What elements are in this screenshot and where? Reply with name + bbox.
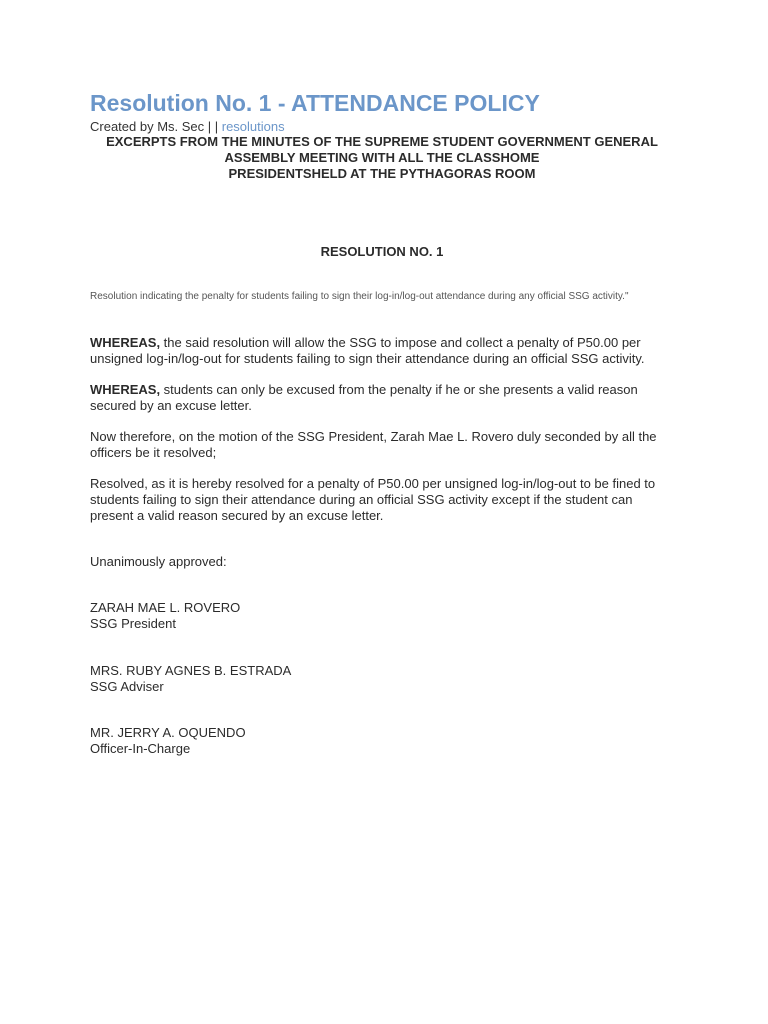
approval-text: Unanimously approved:	[90, 554, 227, 569]
whereas-text: students can only be excused from the penalty if he or she presents a valid reason secured by an excuse letter.	[90, 382, 638, 413]
whereas-paragraph-1	[90, 335, 674, 367]
signatory-role: SSG Adviser	[90, 679, 164, 694]
excerpt-heading	[90, 134, 674, 182]
whereas-label: WHEREAS,	[90, 335, 161, 350]
resolution-heading: RESOLUTION NO. 1	[320, 244, 444, 259]
post-meta	[90, 119, 285, 134]
page-title: Resolution No. 1 - ATTENDANCE POLICY	[90, 90, 540, 116]
excerpt-line: ASSEMBLY MEETING WITH ALL THE CLASSHOME	[224, 150, 540, 165]
signatory-role: Officer-In-Charge	[90, 741, 191, 756]
signatory-name: MRS. RUBY AGNES B. ESTRADA	[90, 663, 292, 678]
resolution-subtitle: Resolution indicating the penalty for students failing to sign their log-in/log-out attendance during any official SSG activity."	[90, 291, 629, 302]
whereas-paragraph-2	[90, 382, 674, 414]
whereas-text: the said resolution will allow the SSG to impose and collect a penalty of P50.00 per unsigned log-in/log-out for students failing to sign their attendance during an official SSG activity.	[90, 335, 645, 366]
now-therefore-paragraph: Now therefore, on the motion of the SSG President, Zarah Mae L. Rovero duly seconded by all the officers be it resolved;	[90, 429, 657, 460]
resolved-paragraph: Resolved, as it is hereby resolved for a penalty of P50.00 per unsigned log-in/log-out to be fined to students failing to sign their attendance during an official SSG activity except if the student can present a valid reason secured by an excuse letter.	[90, 476, 656, 523]
signatory-name: ZARAH MAE L. ROVERO	[90, 600, 241, 615]
resolutions-link[interactable]: resolutions	[221, 119, 285, 134]
excerpt-line: EXCERPTS FROM THE MINUTES OF THE SUPREME STUDENT GOVERNMENT GENERAL	[106, 134, 658, 149]
signatory-role: SSG President	[90, 616, 176, 631]
author-text: Created by Ms. Sec | |	[90, 119, 222, 134]
excerpt-line: PRESIDENTSHELD AT THE PYTHAGORAS ROOM	[228, 166, 536, 181]
signatory-name: MR. JERRY A. OQUENDO	[90, 725, 246, 740]
whereas-label: WHEREAS,	[90, 382, 161, 397]
